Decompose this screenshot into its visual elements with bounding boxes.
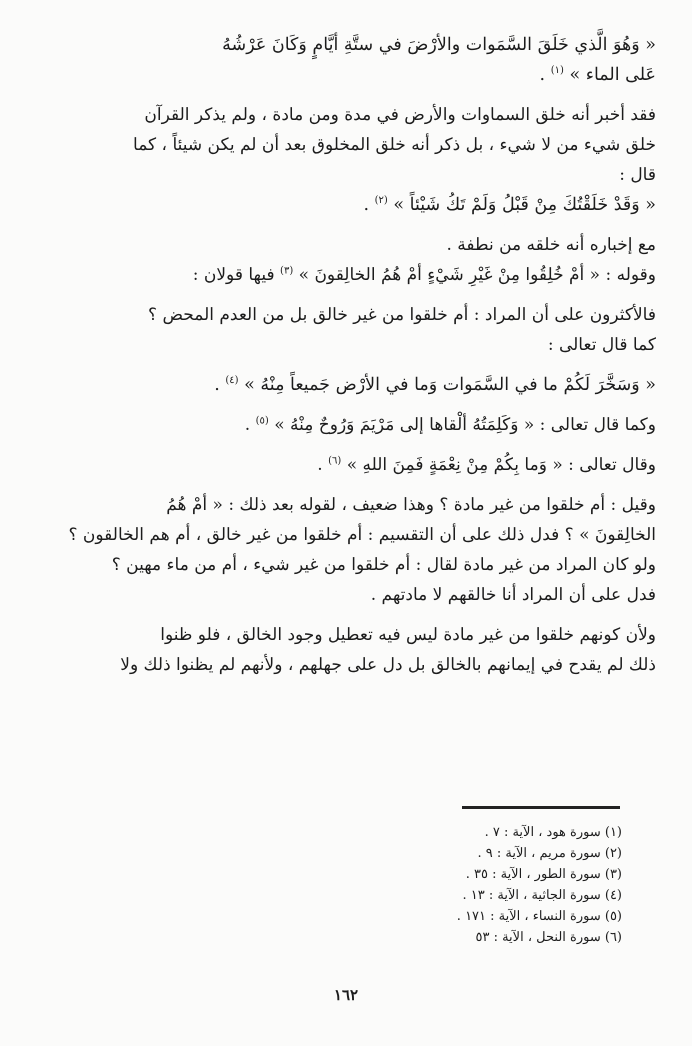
quote-line: « وَهُوَ الَّذي خَلَقَ السَّمَوات والأرْضَ في ستَّةِ أيَّامٍ وَكَانَ عَرْشُهُ [222, 35, 656, 55]
text-line: وقوله : « أمْ خُلِقُوا مِنْ غَيْرِ شَيْءٍ أمْ هُمُ الخالِقونَ » $^{(٣)}$ فيها قولان : [192, 265, 656, 285]
text-line: ولو كان المراد من غير مادة لقال : أم خلقوا من غير شيء ، أم من ماء مهين ؟ [111, 555, 656, 575]
text-line: خلق شيء من لا شيء ، بل ذكر أنه خلق المخلوق بعد أن لم يكن شيئاً ، كما [133, 135, 656, 155]
text-line: وقيل : أم خلقوا من غير مادة ؟ وهذا ضعيف ، لقوله بعد ذلك : « أمْ هُمُ [166, 495, 656, 515]
footnote-ref: (٤) [225, 375, 239, 387]
quote-line: « وَقَدْ خَلَقْتُكَ مِنْ قَبْلُ وَلَمْ تَكُ شَيْئاً » $^{(٢)}$ . [363, 195, 656, 215]
text-line: كما قال تعالى : [547, 335, 656, 355]
text-line: ولأن كونهم خلقوا من غير مادة ليس فيه تعطيل وجود الخالق ، فلو ظنوا [160, 625, 656, 645]
footnote-ref: (٣) [280, 265, 294, 277]
footnote-item: (٣) سورة الطور ، الآية : ٣٥ . [465, 867, 622, 882]
footnote-ref: (٢) [374, 195, 388, 207]
footnote-ref: (٥) [255, 415, 269, 427]
footnote-item: (٥) سورة النساء ، الآية : ١٧١ . [456, 909, 622, 924]
text-line: فقد أخبر أنه خلق السماوات والأرض في مدة ومن مادة ، ولم يذكر القرآن [144, 105, 656, 125]
footnote-item: (٢) سورة مريم ، الآية : ٩ . [477, 846, 622, 861]
page-number: ١٦٢ [333, 986, 359, 1004]
text-line: وكما قال تعالى : « وَكَلِمَتُهُ ألْقاها إلى مَرْيَمَ وَرُوحٌ مِنْهُ » $^{(٥)}$ . [244, 415, 656, 435]
text-line: فدل على أن المراد أنا خالقهم لا مادتهم . [370, 585, 656, 605]
footnote-item: (٦) سورة النحل ، الآية : ٥٣ [475, 930, 622, 945]
quote-line: « وَسَخَّرَ لَكُمْ ما في السَّمَوات وَما في الأرْض جَميعاً مِنْهُ » $^{(٤)}$ . [214, 375, 656, 395]
footnote-ref: (١) [550, 65, 564, 77]
text-line: فالأكثرون على أن المراد : أم خلقوا من غير خالق بل من العدم المحض ؟ [148, 305, 656, 325]
text-line: ذلك لم يقدح في إيمانهم بالخالق بل دل على جهلهم ، ولأنهم لم يظنوا ذلك ولا [120, 655, 656, 675]
text-line: مع إخباره أنه خلقه من نطفة . [446, 235, 656, 255]
page-body [36, 30, 656, 680]
footnote-ref: (٦) [328, 455, 342, 467]
footnote-item: (٤) سورة الجاثية ، الآية : ١٣ . [462, 888, 622, 903]
text-line: وقال تعالى : « وَما بِكُمْ مِنْ نِعْمَةٍ فَمِنَ اللهِ » $^{(٦)}$ . [317, 455, 656, 475]
footnote-item: (١) سورة هود ، الآية : ٧ . [484, 825, 622, 840]
footnote-divider [462, 806, 620, 809]
quote-line: عَلى الماء » $^{(١)}$ . [539, 65, 656, 85]
footnotes [36, 822, 622, 948]
text-line: قال : [619, 165, 656, 185]
text-line: الخالِقونَ » ؟ فدل ذلك على أن التقسيم : أم خلقوا من غير خالق ، أم هم الخالقون ؟ [68, 525, 656, 545]
